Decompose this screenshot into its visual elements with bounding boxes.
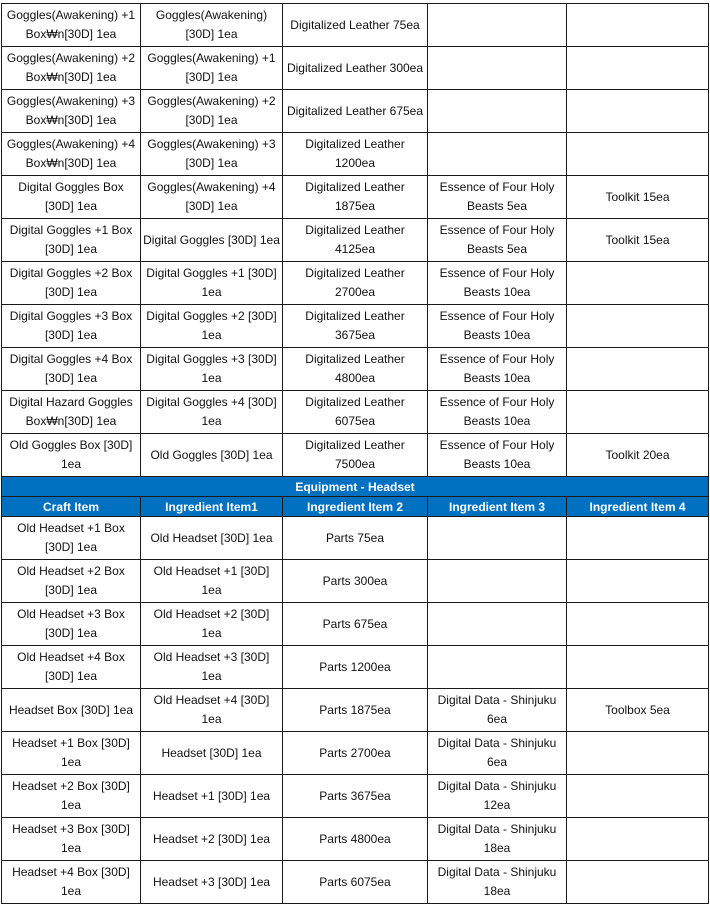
header-craft-item: Craft Item — [2, 497, 141, 517]
ingredient-2-cell: Parts 2700ea — [283, 732, 428, 775]
table-row — [2, 47, 709, 90]
table-row — [2, 133, 709, 176]
ingredient-4-cell: Toolkit 15ea — [567, 176, 709, 219]
ingredient-3-cell: Essence of Four Holy Beasts 10ea — [428, 348, 567, 391]
ingredient-3-cell: Digital Data - Shinjuku 12ea — [428, 775, 567, 818]
ingredient-2-cell: Parts 6075ea — [283, 861, 428, 904]
headset-section — [2, 477, 709, 517]
craft-item-cell: Old Headset +2 Box [30D] 1ea — [2, 560, 141, 603]
craft-item-cell: Headset +2 Box [30D] 1ea — [2, 775, 141, 818]
ingredient-4-cell: Toolkit 15ea — [567, 219, 709, 262]
ingredient-4-cell: Toolbox 5ea — [567, 689, 709, 732]
ingredient-1-cell: Digital Goggles +4 [30D] 1ea — [141, 391, 283, 434]
ingredient-4-cell — [567, 775, 709, 818]
craft-item-cell: Headset +4 Box [30D] 1ea — [2, 861, 141, 904]
ingredient-3-cell — [428, 646, 567, 689]
craft-item-cell: Headset Box [30D] 1ea — [2, 689, 141, 732]
craft-item-cell: Digital Goggles +1 Box [30D] 1ea — [2, 219, 141, 262]
ingredient-2-cell: Digitalized Leather 4800ea — [283, 348, 428, 391]
ingredient-4-cell — [567, 517, 709, 560]
table-row — [2, 262, 709, 305]
ingredient-4-cell — [567, 560, 709, 603]
ingredient-2-cell: Parts 3675ea — [283, 775, 428, 818]
ingredient-1-cell: Old Headset +3 [30D] 1ea — [141, 646, 283, 689]
craft-item-cell: Digital Goggles +3 Box [30D] 1ea — [2, 305, 141, 348]
header-ingredient-4: Ingredient Item 4 — [567, 497, 709, 517]
ingredient-4-cell — [567, 4, 709, 47]
table-row — [2, 646, 709, 689]
craft-item-cell: Old Headset +1 Box [30D] 1ea — [2, 517, 141, 560]
table-row — [2, 603, 709, 646]
ingredient-2-cell: Parts 300ea — [283, 560, 428, 603]
ingredient-3-cell: Essence of Four Holy Beasts 10ea — [428, 262, 567, 305]
craft-item-cell: Digital Goggles +4 Box [30D] 1ea — [2, 348, 141, 391]
ingredient-1-cell: Goggles(Awakening) +1 [30D] 1ea — [141, 47, 283, 90]
ingredient-2-cell: Digitalized Leather 675ea — [283, 90, 428, 133]
ingredient-1-cell: Old Headset +2 [30D] 1ea — [141, 603, 283, 646]
ingredient-3-cell — [428, 90, 567, 133]
ingredient-4-cell — [567, 348, 709, 391]
craft-item-cell: Digital Hazard Goggles Box₩n[30D] 1ea — [2, 391, 141, 434]
ingredient-3-cell: Essence of Four Holy Beasts 5ea — [428, 176, 567, 219]
ingredient-2-cell: Parts 675ea — [283, 603, 428, 646]
craft-item-cell: Goggles(Awakening) +4 Box₩n[30D] 1ea — [2, 133, 141, 176]
ingredient-1-cell: Goggles(Awakening) +3 [30D] 1ea — [141, 133, 283, 176]
header-ingredient-2: Ingredient Item 2 — [283, 497, 428, 517]
table-row — [2, 517, 709, 560]
ingredient-4-cell — [567, 262, 709, 305]
ingredient-4-cell — [567, 133, 709, 176]
craft-item-cell: Digital Goggles Box [30D] 1ea — [2, 176, 141, 219]
ingredient-2-cell: Digitalized Leather 2700ea — [283, 262, 428, 305]
ingredient-3-cell: Digital Data - Shinjuku 18ea — [428, 861, 567, 904]
craft-item-cell: Goggles(Awakening) +2 Box₩n[30D] 1ea — [2, 47, 141, 90]
craft-item-cell: Old Headset +4 Box [30D] 1ea — [2, 646, 141, 689]
goggles-recipes — [2, 4, 709, 477]
ingredient-3-cell: Essence of Four Holy Beasts 10ea — [428, 434, 567, 477]
craft-item-cell: Goggles(Awakening) +3 Box₩n[30D] 1ea — [2, 90, 141, 133]
ingredient-1-cell: Digital Goggles +2 [30D] 1ea — [141, 305, 283, 348]
header-ingredient-1: Ingredient Item1 — [141, 497, 283, 517]
ingredient-1-cell: Digital Goggles [30D] 1ea — [141, 219, 283, 262]
ingredient-4-cell — [567, 818, 709, 861]
table-row — [2, 348, 709, 391]
ingredient-3-cell — [428, 560, 567, 603]
ingredient-4-cell — [567, 732, 709, 775]
table-row — [2, 4, 709, 47]
ingredient-2-cell: Parts 75ea — [283, 517, 428, 560]
headset-recipes — [2, 517, 709, 904]
ingredient-1-cell: Old Headset +4 [30D] 1ea — [141, 689, 283, 732]
ingredient-2-cell: Digitalized Leather 1875ea — [283, 176, 428, 219]
ingredient-1-cell: Digital Goggles +1 [30D] 1ea — [141, 262, 283, 305]
ingredient-1-cell: Old Headset +1 [30D] 1ea — [141, 560, 283, 603]
ingredient-4-cell — [567, 305, 709, 348]
section-title: Equipment - Headset — [2, 477, 709, 497]
ingredient-1-cell: Headset +2 [30D] 1ea — [141, 818, 283, 861]
ingredient-2-cell: Digitalized Leather 7500ea — [283, 434, 428, 477]
table-row — [2, 861, 709, 904]
craft-item-cell: Old Goggles Box [30D] 1ea — [2, 434, 141, 477]
ingredient-4-cell — [567, 47, 709, 90]
ingredient-2-cell: Digitalized Leather 4125ea — [283, 219, 428, 262]
ingredient-3-cell — [428, 603, 567, 646]
ingredient-3-cell: Digital Data - Shinjuku 18ea — [428, 818, 567, 861]
ingredient-3-cell: Digital Data - Shinjuku 6ea — [428, 732, 567, 775]
craft-item-cell: Headset +1 Box [30D] 1ea — [2, 732, 141, 775]
craft-item-cell: Digital Goggles +2 Box [30D] 1ea — [2, 262, 141, 305]
ingredient-1-cell: Headset [30D] 1ea — [141, 732, 283, 775]
table-row — [2, 818, 709, 861]
ingredient-2-cell: Digitalized Leather 3675ea — [283, 305, 428, 348]
ingredient-3-cell — [428, 4, 567, 47]
ingredient-4-cell — [567, 861, 709, 904]
ingredient-2-cell: Digitalized Leather 1200ea — [283, 133, 428, 176]
table-row — [2, 90, 709, 133]
ingredient-2-cell: Parts 1200ea — [283, 646, 428, 689]
ingredient-4-cell — [567, 646, 709, 689]
ingredient-4-cell — [567, 603, 709, 646]
ingredient-1-cell: Headset +3 [30D] 1ea — [141, 861, 283, 904]
ingredient-4-cell: Toolkit 20ea — [567, 434, 709, 477]
table-row — [2, 391, 709, 434]
ingredient-1-cell: Goggles(Awakening) +4 [30D] 1ea — [141, 176, 283, 219]
table-row — [2, 219, 709, 262]
ingredient-2-cell: Digitalized Leather 75ea — [283, 4, 428, 47]
ingredient-2-cell: Parts 1875ea — [283, 689, 428, 732]
crafting-recipe-table — [1, 3, 709, 904]
ingredient-3-cell — [428, 47, 567, 90]
table-row — [2, 560, 709, 603]
craft-item-cell: Headset +3 Box [30D] 1ea — [2, 818, 141, 861]
ingredient-1-cell: Old Goggles [30D] 1ea — [141, 434, 283, 477]
table-row — [2, 176, 709, 219]
ingredient-4-cell — [567, 391, 709, 434]
ingredient-1-cell: Old Headset [30D] 1ea — [141, 517, 283, 560]
ingredient-2-cell: Digitalized Leather 300ea — [283, 47, 428, 90]
table-row — [2, 732, 709, 775]
ingredient-3-cell: Digital Data - Shinjuku 6ea — [428, 689, 567, 732]
section-header-row — [2, 477, 709, 497]
craft-item-cell: Old Headset +3 Box [30D] 1ea — [2, 603, 141, 646]
table-row — [2, 305, 709, 348]
craft-item-cell: Goggles(Awakening) +1 Box₩n[30D] 1ea — [2, 4, 141, 47]
table-row — [2, 775, 709, 818]
ingredient-2-cell: Parts 4800ea — [283, 818, 428, 861]
ingredient-3-cell: Essence of Four Holy Beasts 10ea — [428, 305, 567, 348]
ingredient-1-cell: Digital Goggles +3 [30D] 1ea — [141, 348, 283, 391]
ingredient-4-cell — [567, 90, 709, 133]
ingredient-3-cell: Essence of Four Holy Beasts 5ea — [428, 219, 567, 262]
table-row — [2, 689, 709, 732]
ingredient-1-cell: Goggles(Awakening) [30D] 1ea — [141, 4, 283, 47]
ingredient-2-cell: Digitalized Leather 6075ea — [283, 391, 428, 434]
ingredient-3-cell — [428, 517, 567, 560]
column-header-row — [2, 497, 709, 517]
table-row — [2, 434, 709, 477]
header-ingredient-3: Ingredient Item 3 — [428, 497, 567, 517]
ingredient-3-cell — [428, 133, 567, 176]
ingredient-3-cell: Essence of Four Holy Beasts 10ea — [428, 391, 567, 434]
ingredient-1-cell: Headset +1 [30D] 1ea — [141, 775, 283, 818]
ingredient-1-cell: Goggles(Awakening) +2 [30D] 1ea — [141, 90, 283, 133]
